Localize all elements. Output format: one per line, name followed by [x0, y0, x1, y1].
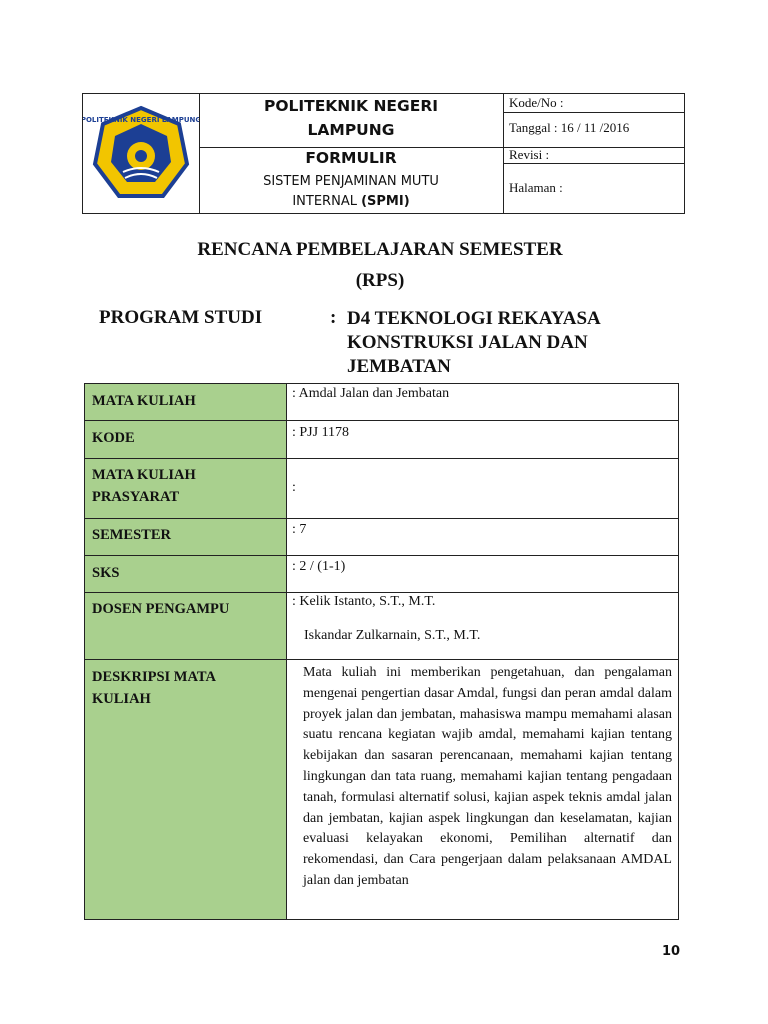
label-cell: [85, 421, 287, 458]
value-sks: : 2 / (1-1): [292, 559, 346, 574]
row-dosen: [85, 593, 678, 660]
label-cell: [85, 459, 287, 518]
value-prasyarat: :: [292, 480, 296, 495]
program-value-line3: JEMBATAN: [347, 356, 451, 377]
label-cell: [85, 593, 287, 659]
document-header: [82, 93, 685, 214]
program-value: [347, 307, 667, 379]
value-dosen-2: Iskandar Zulkarnain, S.T., M.T.: [304, 628, 481, 643]
label-kode: KODE: [92, 430, 135, 446]
form-subtitle-line1: SISTEM PENJAMINAN MUTU: [263, 174, 439, 189]
program-colon: :: [330, 307, 337, 328]
row-mata-kuliah: [85, 384, 678, 421]
form-subtitle-internal: INTERNAL: [292, 194, 362, 209]
label-deskripsi-line1: DESKRIPSI MATA: [92, 669, 216, 685]
value-deskripsi: Mata kuliah ini memberikan pengetahuan, dan pengalaman mengenai pengertian dasar Amdal, fungsi dan peran amdal dalam proyek jalan dan jembatan, mahasiswa mampu memahami alasan suatu rencana kegiatan wajib amdal, memahami kajian tentang kebijakan dan sasaran perencanaan, memahami kajian tentang lingkungan dan tata ruang, memahami kajian tentang pengadaan tanah, formulasi alternatif solusi, kajian aspek teknis amdal jalan dan jembatan, kajian aspek lingkungan dan keselamatan, kajian evaluasi kelayakan ekonomi, Pemilihan alternatif dan rekomendasi, dan Cara pengerjaan dalam pelaksanaan AMDAL jalan dan jembatan: [303, 665, 672, 888]
meta-revisi: Revisi :: [509, 147, 550, 162]
meta-kode-row: [503, 94, 684, 113]
label-mata-kuliah: MATA KULIAH: [92, 393, 196, 409]
label-prasyarat-line1: MATA KULIAH: [92, 467, 196, 483]
row-semester: [85, 519, 678, 556]
form-title: FORMULIR: [305, 149, 397, 167]
row-sks: [85, 556, 678, 593]
row-kode: [85, 421, 678, 459]
label-cell: [85, 660, 287, 919]
meta-kode: Kode/No :: [509, 95, 564, 110]
course-info-table: [84, 383, 679, 920]
label-sks: SKS: [92, 565, 120, 581]
value-semester: : 7: [292, 522, 307, 537]
org-name-cell: [199, 94, 503, 148]
doc-meta-cell: [503, 94, 684, 213]
label-cell: [85, 519, 287, 555]
row-deskripsi: [85, 660, 678, 919]
program-value-line1: D4 TEKNOLOGI REKAYASA: [347, 308, 601, 329]
polinela-logo: [83, 94, 199, 213]
row-prasyarat: [85, 459, 678, 519]
label-prasyarat-line2: PRASYARAT: [92, 489, 180, 505]
document-title: RENCANA PEMBELAJARAN SEMESTER: [197, 239, 563, 260]
meta-halaman: Halaman :: [509, 180, 563, 195]
program-value-line2: KONSTRUKSI JALAN DAN: [347, 332, 588, 353]
label-cell: [85, 384, 287, 420]
value-dosen-1: : Kelik Istanto, S.T., M.T.: [292, 594, 436, 609]
label-deskripsi-line2: KULIAH: [92, 691, 151, 707]
value-kode: : PJJ 1178: [292, 425, 350, 440]
form-subtitle-spmi: (SPMI): [361, 194, 410, 209]
meta-tanggal-row: [503, 112, 684, 148]
form-subtitle-line2: [199, 194, 503, 209]
document-title-abbrev: (RPS): [355, 270, 405, 291]
meta-revisi-row: [503, 147, 684, 164]
meta-tanggal: Tanggal : 16 / 11 /2016: [509, 120, 630, 135]
meta-halaman-row: [503, 163, 684, 213]
logo-cell: [83, 94, 200, 213]
program-label: PROGRAM STUDI: [99, 307, 263, 328]
header-title-cell: [199, 94, 504, 213]
logo-lettering: POLITEKNIK NEGERI LAMPUNG: [83, 116, 199, 124]
label-dosen: DOSEN PENGAMPU: [92, 601, 230, 617]
label-semester: SEMESTER: [92, 527, 171, 543]
org-name-line2: LAMPUNG: [307, 121, 395, 139]
value-mata-kuliah: : Amdal Jalan dan Jembatan: [292, 386, 450, 401]
label-cell: [85, 556, 287, 592]
page-number: 10: [662, 944, 681, 959]
org-name-line1: POLITEKNIK NEGERI: [263, 97, 439, 115]
